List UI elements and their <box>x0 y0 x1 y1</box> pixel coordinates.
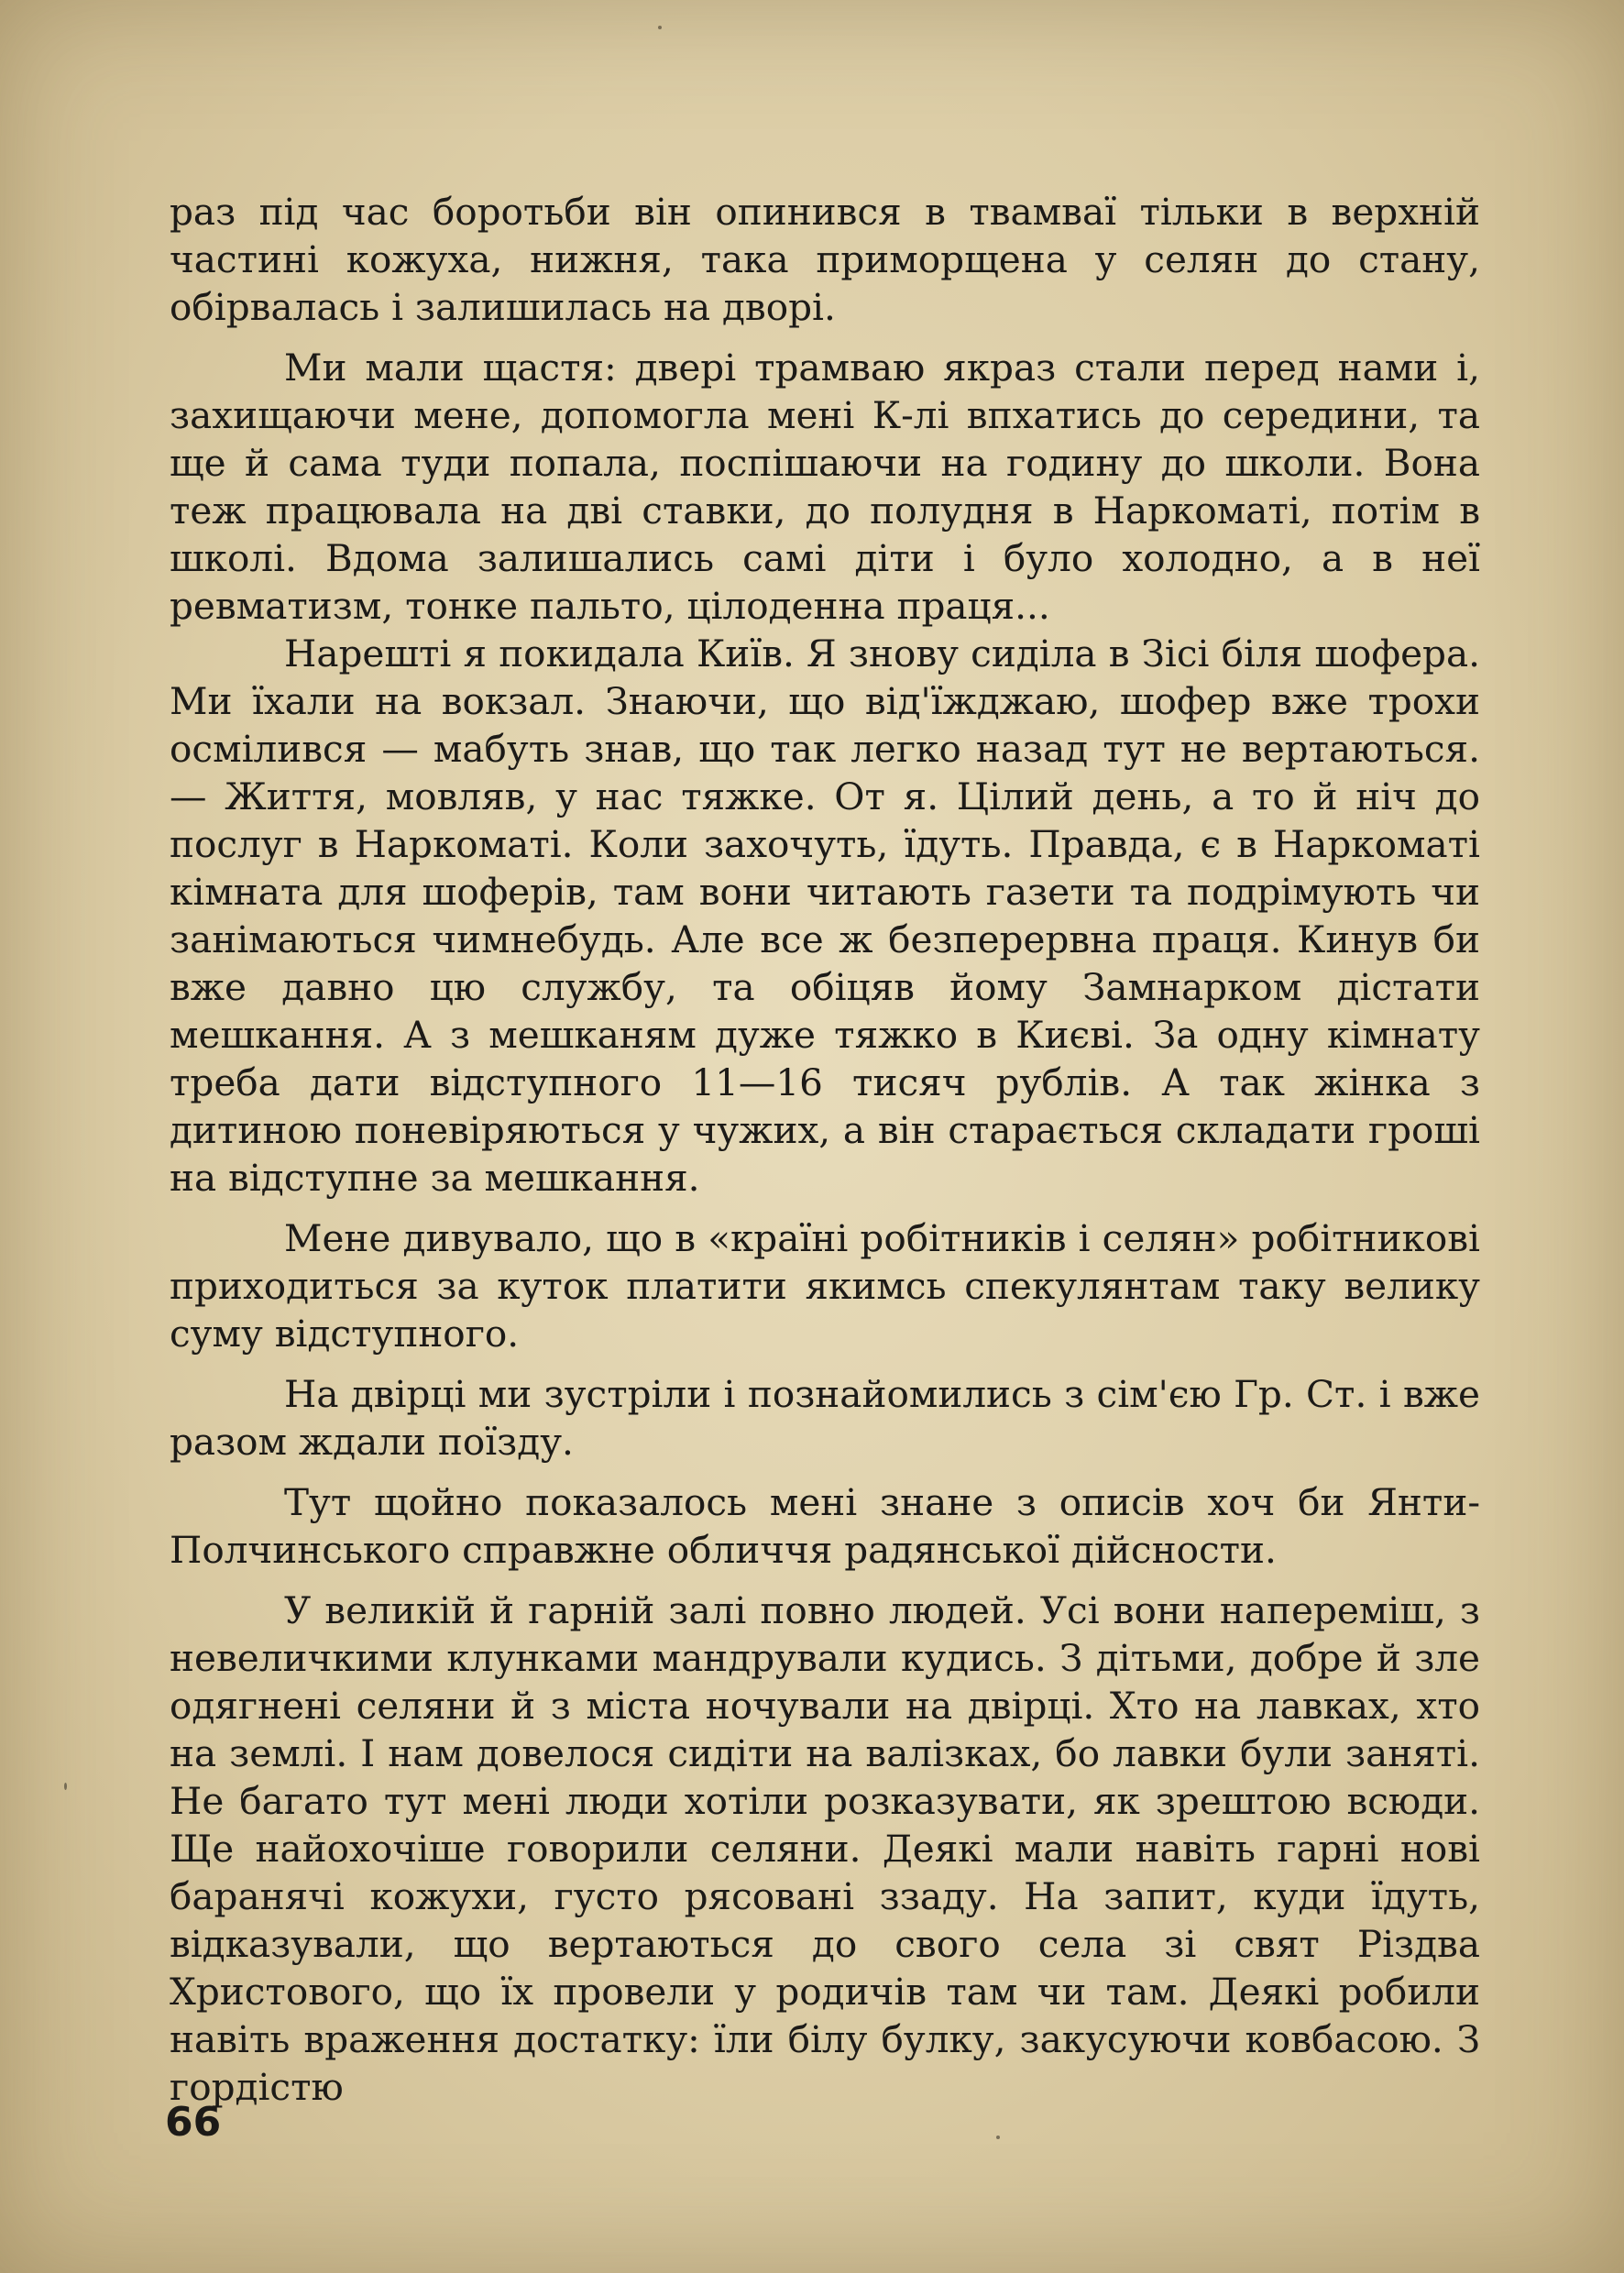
body-text <box>170 188 1480 2111</box>
paragraph-1: раз під час боротьби він опинився в твамваї тільки в верхній частині кожуха, нижня, така приморщена у селян до стану, обірвалась і залишилась на дворі. <box>170 190 1480 329</box>
paragraph-5: На двірці ми зустріли і познайомились з сім'єю Гр. Ст. і вже разом ждали поїзду. <box>170 1372 1480 1464</box>
paragraph-6: Тут щойно показалось мені знане з описів хоч би Янти-Полчинського справжне обличчя радянської дійсности. <box>170 1480 1480 1572</box>
paper-speck <box>996 2136 1000 2139</box>
paper-speck <box>64 1783 67 1790</box>
paragraph-3: Нарешті я покидала Київ. Я знову сиділа в Зісі біля шофера. Ми їхали на вокзал. Знаючи, що від'їжджаю, шофер вже трохи осмілився — мабуть знав, що так легко назад тут не вертаються. — Життя, мовляв, у нас тяжке. От я. Цілий день, а то й ніч до послуг в Наркоматі. Коли захочуть, їдуть. Правда, є в Наркоматі кімната для шоферів, там вони читають газети та подрімують чи занімаються чимнебудь. Але все ж безперервна праця. Кинув би вже давно цю службу, та обіцяв йому Замнарком дістати мешкання. А з мешканям дуже тяжко в Києві. За одну кімнату треба дати відступного 11—16 тисяч рублів. А так жінка з дитиною поневіряються у чужих, а він старається складати гроші на відступне за мешкання. <box>170 631 1480 1200</box>
paper-speck <box>658 26 662 29</box>
paragraph-7: У великій й гарній залі повно людей. Усі вони напереміш, з невеличкими клунками мандрували кудись. З дітьми, добре й зле одягнені селяни й з міста ночували на двірці. Хто на лавках, хто на землі. І нам довелося сидіти на валізках, бо лавки були заняті. Не багато тут мені люди хотіли розказувати, як зрештою всюди. Ще найохочіше говорили селяни. Деякі мали навіть гарні нові баранячі кожухи, густо рясовані ззаду. На запит, куди їдуть, відказували, що вертаються до свого села зі свят Різдва Христового, що їх провели у родичів там чи там. Деякі робили навіть враження достатку: їли білу булку, закусуючи ковбасою. З гордістю <box>170 1588 1480 2109</box>
page-number: 66 <box>165 2099 222 2146</box>
paragraph-2: Ми мали щастя: двері трамваю якраз стали перед нами і, захищаючи мене, допомогла мені К-лі впхатись до середини, та ще й сама туди попала, поспішаючи на годину до школи. Вона теж працювала на дві ставки, до полудня в Наркоматі, потім в школі. Вдома залишались самі діти і було холодно, а в неї ревматизм, тонке пальто, цілоденна праця... <box>170 346 1480 628</box>
paragraph-4: Мене дивувало, що в «країні робітників і селян» робітникові приходиться за куток платити якимсь спекулянтам таку велику суму відступного. <box>170 1216 1480 1356</box>
